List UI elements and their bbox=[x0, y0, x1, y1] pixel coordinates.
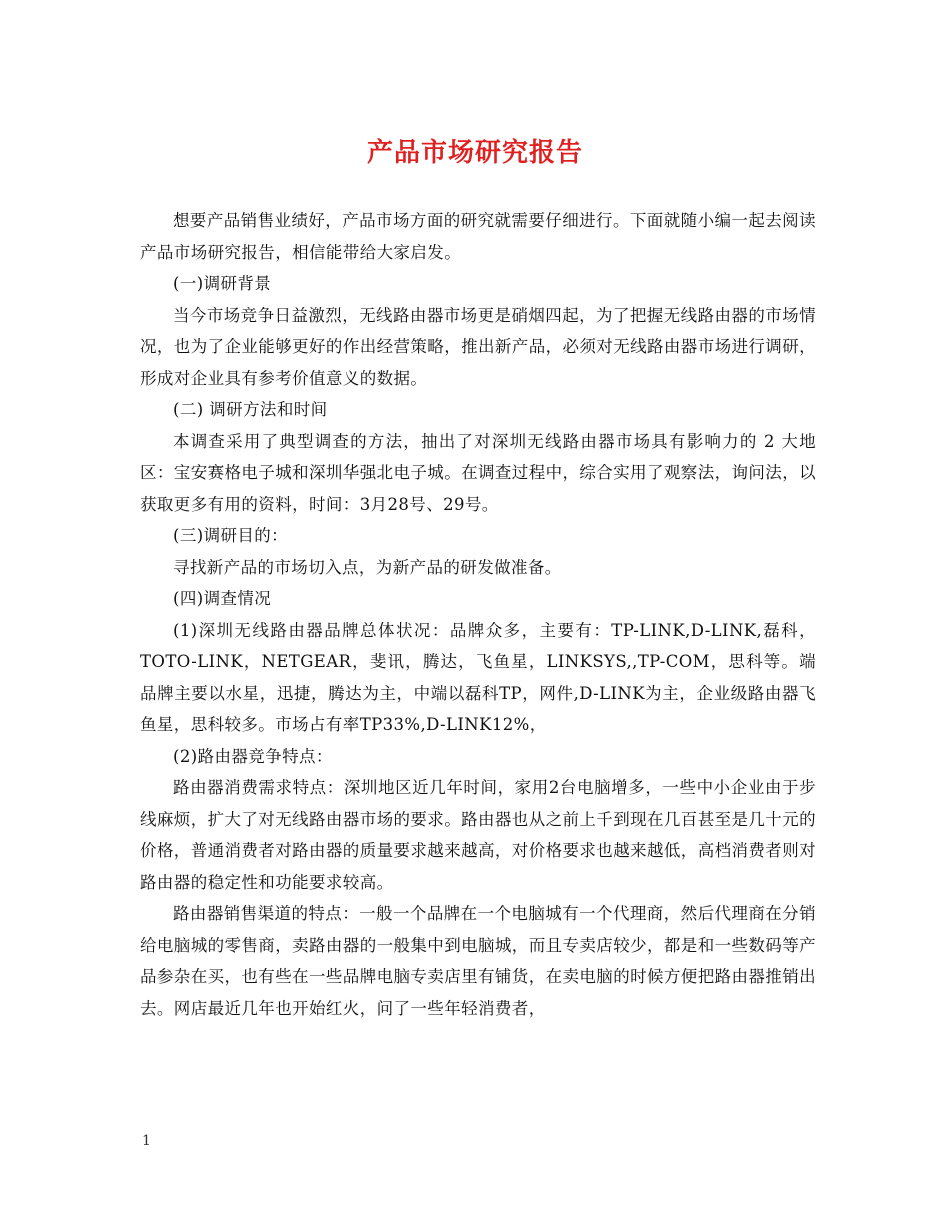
section-heading-background: (一)调研背景 bbox=[173, 274, 272, 293]
section-heading-survey: (四)调查情况 bbox=[173, 589, 272, 608]
document-title: 产品市场研究报告 bbox=[366, 138, 583, 168]
paragraph-purpose: 寻找新产品的市场切入点，为新产品的研发做准备。 bbox=[173, 557, 562, 577]
document-body bbox=[140, 205, 816, 1024]
paragraph-method: 本调查采用了典型调查的方法，抽出了对深圳无线路由器市场具有影响力的 2 大地区：宝安赛格电子城和深圳华强北电子城。在调查过程中，综合实用了观察法，询问法，以获取更多有用的资料，时间：3月28号、29号。 bbox=[140, 431, 816, 514]
section-heading-method: (二) 调研方法和时间 bbox=[173, 400, 328, 419]
page-number: 1 bbox=[142, 1133, 151, 1149]
paragraph-background: 当今市场竞争日益激烈，无线路由器市场更是硝烟四起，为了把握无线路由器的市场情况，也为了企业能够更好的作出经营策略，推出新产品，必须对无线路由器市场进行调研，形成对企业具有参考价值意义的数据。 bbox=[140, 305, 816, 388]
paragraph-channels: 路由器销售渠道的特点：一般一个品牌在一个电脑城有一个代理商，然后代理商在分销给电脑城的零售商，卖路由器的一般集中到电脑城，而且专卖店较少，都是和一些数码等产品参杂在买，也有些在一些品牌电脑专卖店里有铺货，在卖电脑的时候方便把路由器推销出去。网店最近几年也开始红火，问了一些年轻消费者， bbox=[140, 904, 816, 1018]
paragraph-brand-status: (1)深圳无线路由器品牌总体状况：品牌众多，主要有：TP-LINK,D-LINK,磊科，TOTO-LINK，NETGEAR，斐讯，腾达，飞鱼星，LINKSYS,,TP-COM，思科等。端品牌主要以水星，迅捷，腾达为主，中端以磊科TP，网件,D-LINK为主，企业级路由器飞鱼星，思科较多。市场占有率TP33%,D-LINK12%， bbox=[140, 620, 816, 734]
subheading-competition: (2)路由器竞争特点： bbox=[173, 746, 333, 766]
paragraph-demand: 路由器消费需求特点：深圳地区近几年时间，家用2台电脑增多，一些中小企业由于步线麻烦，扩大了对无线路由器市场的要求。路由器也从之前上千到现在几百甚至是几十元的价格，普通消费者对路由器的质量要求越来越高，对价格要求也越来越低，高档消费者则对路由器的稳定性和功能要求较高。 bbox=[140, 778, 816, 892]
paragraph-intro: 想要产品销售业绩好，产品市场方面的研究就需要仔细进行。下面就随小编一起去阅读产品市场研究报告，相信能带给大家启发。 bbox=[140, 211, 816, 262]
section-heading-purpose: (三)调研目的： bbox=[173, 526, 289, 545]
